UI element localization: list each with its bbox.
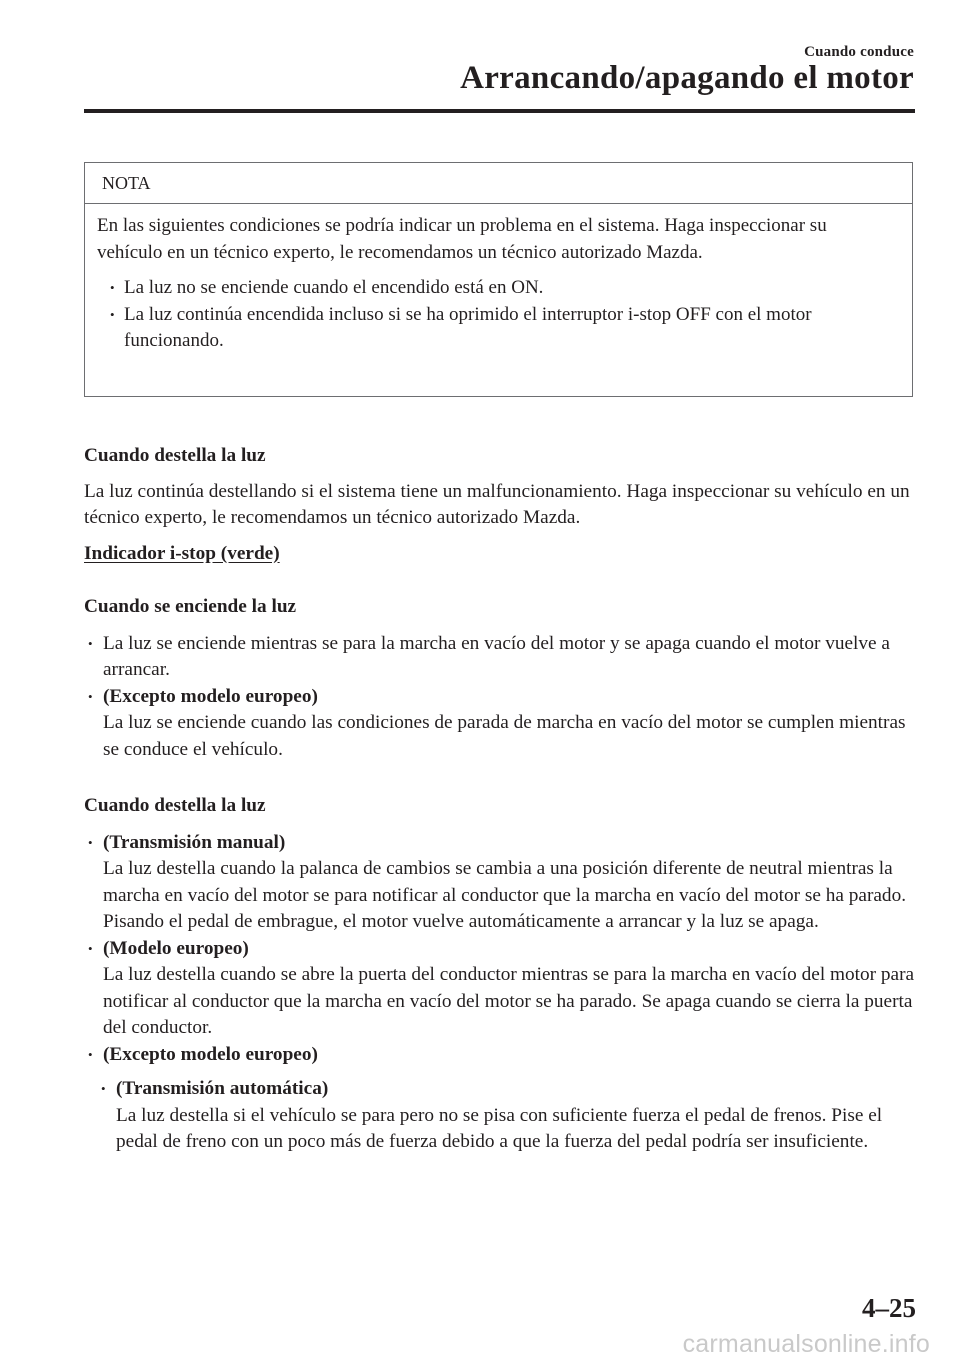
light-on-list: [84, 631, 916, 764]
light-flashing-list: [84, 830, 916, 1069]
page-number: 4–25: [862, 1293, 916, 1323]
header-divider: [84, 109, 915, 113]
sub-list-item: [84, 1076, 916, 1156]
section-paragraph: La luz continúa destellando si el sistema tiene un malfuncionamiento. Haga inspeccionar su vehículo en un técnico experto, le recomendamos un técnico autorizado Mazda.: [84, 480, 910, 528]
list-item: [84, 830, 916, 936]
list-item: [84, 936, 916, 1042]
sub-list: [84, 1076, 916, 1156]
item-text: La luz se enciende cuando las condiciones de parada de marcha en vacío del motor se cumplen mientras se conduce el vehículo.: [103, 712, 906, 760]
item-label: (Excepto modelo europeo): [103, 685, 318, 707]
item-text: La luz destella cuando se abre la puerta del conductor mientras se para la marcha en vacío del motor para notificar al conductor que la marcha en vacío del motor se ha parado. Se apaga cuando se cierra la puerta del conductor.: [103, 964, 915, 1038]
list-item: • La luz se enciende mientras se para la marcha en vacío del motor y se apaga cuando el motor vuelve a arrancar.: [84, 631, 916, 684]
item-text: Pisando el pedal de embrague, el motor vuelve automáticamente a arrancar y la luz se apaga.: [103, 911, 819, 932]
section-heading-flashing: Cuando destella la luz: [84, 445, 266, 466]
section-header: Cuando conduce: [804, 44, 914, 60]
note-item: • La luz no se enciende cuando el encendido está en ON.: [97, 275, 890, 302]
note-heading: NOTA: [85, 163, 912, 204]
item-label: (Modelo europeo): [103, 937, 249, 959]
list-item: [84, 684, 916, 764]
item-text: La luz destella cuando la palanca de cambios se cambia a una posición diferente de neutral mientras la marcha en vacío del motor se para notificar al conductor que la marcha en vacío del motor se ha parado.: [103, 858, 907, 906]
indicator-title-link: Indicador i-stop (verde): [84, 542, 280, 564]
note-intro: En las siguientes condiciones se podría indicar un problema en el sistema. Haga inspeccionar su vehículo en un técnico experto, le recomendamos un técnico autorizado Mazda.: [97, 215, 827, 263]
item-text: La luz destella si el vehículo se para pero no se pisa con suficiente fuerza el pedal de frenos. Pise el pedal de freno con un poco más de fuerza debido a que la fuerza del pedal podría ser insuficiente.: [116, 1104, 883, 1152]
page-title: Arrancando/apagando el motor: [460, 60, 914, 96]
list-item: [84, 1042, 916, 1069]
note-list: [97, 275, 890, 355]
note-box: [84, 162, 913, 397]
note-body: [85, 204, 912, 355]
section-heading-on: Cuando se enciende la luz: [84, 596, 297, 617]
note-item: • La luz continúa encendida incluso si se ha oprimido el interruptor i-stop OFF con el motor funcionando.: [97, 302, 890, 355]
item-label: (Excepto modelo europeo): [103, 1043, 318, 1065]
watermark: carmanualsonline.info: [682, 1330, 930, 1358]
indicator-title: [84, 541, 916, 568]
item-label: (Transmisión manual): [103, 831, 286, 853]
main-content: [84, 443, 916, 1156]
item-label: (Transmisión automática): [116, 1078, 329, 1099]
section-heading-flashing-2: Cuando destella la luz: [84, 795, 266, 816]
